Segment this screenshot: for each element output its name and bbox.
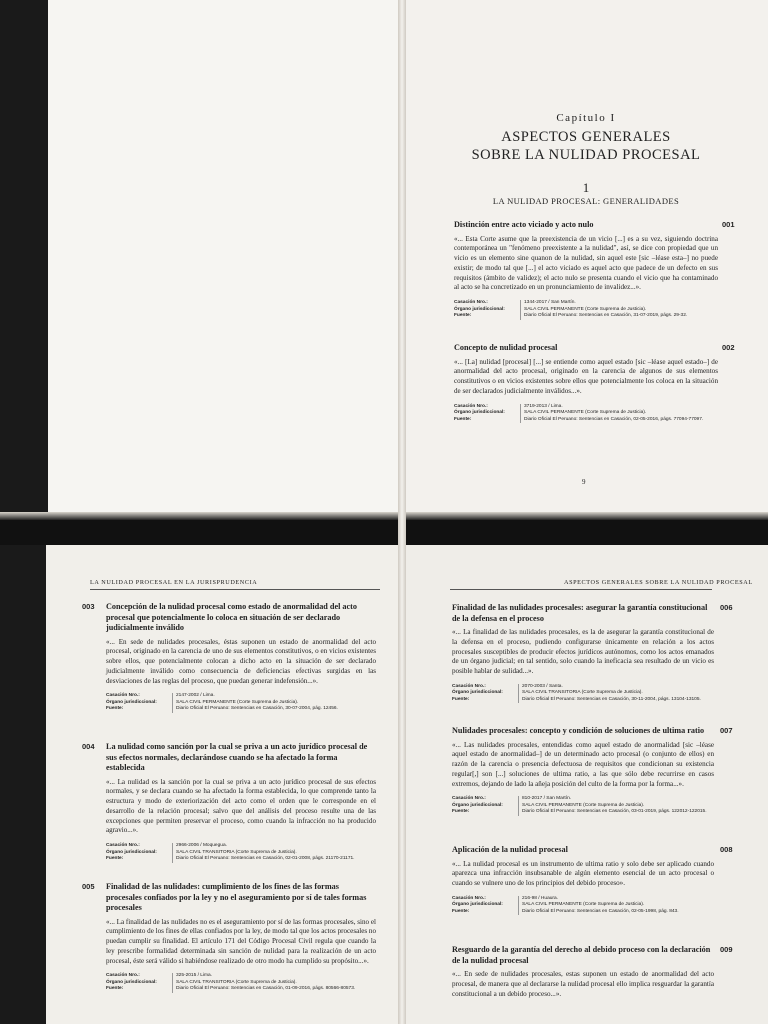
entry-number: 002 [722, 343, 735, 352]
page-number: 9 [582, 478, 586, 486]
entry-metadata [454, 300, 718, 319]
entry-title: Resguardo de la garantía del derecho al debido proceso con la declaración de la nulidad procesal [452, 945, 711, 965]
entry-003 [106, 602, 376, 713]
entry-number: 005 [82, 882, 95, 891]
casacion-label: Casación Nro.: [452, 895, 486, 901]
entry-metadata [452, 684, 714, 703]
page-bottom-right [404, 545, 768, 1024]
casacion-value: 3719-2013 / Lima. [520, 404, 718, 410]
entry-body: «... En sede de nulidades procesales, éstas suponen un estado de anormalidad del acto procesal, originado en la carencia de uno de sus elementos constitutivos, o en vicios existentes sobre ellos, que potencialmente colocan a dicho acto en la situación de ser declarado judicialmente inválido como consecuencia de deficiencias efectivas surgidas en las desviaciones de las reglas del proceso, que puedan generar indefensión...». [106, 637, 376, 685]
organo-value: SALA CIVIL TRANSITORIA (Corte Suprema de Justicia). [518, 690, 714, 696]
fuente-label: Fuente: [454, 313, 472, 319]
entry-number: 004 [82, 742, 95, 751]
entry-body: «... En sede de nulidades procesales, estas suponen un estado de anormalidad del acto procesal, de manera que al declararse la nulidad procesal ello implica resguardar la garantía constitucional a un debido proceso...». [452, 970, 714, 998]
organo-value: SALA CIVIL PERMANENTE (Corte Suprema de Justicia). [518, 803, 714, 809]
fuente-value: Diario Oficial El Peruano: Sentencias en Casación, 02-05-2016, págs. 77094-77097. [520, 417, 718, 423]
fuente-label: Fuente: [452, 696, 470, 702]
organo-value: SALA CIVIL TRANSITORIA (Corte Suprema de Justicia). [172, 980, 376, 986]
page-bottom-left [46, 545, 400, 1024]
entry-metadata [452, 796, 714, 815]
organo-label: Órgano jurisdiccional: [454, 306, 505, 312]
fuente-value: Diario Oficial El Peruano: Sentencias en Casación, 30-11-2004, págs. 13104-13105. [518, 697, 714, 703]
entry-title: Concepción de la nulidad procesal como estado de anormalidad del acto procesal que potencialmente lo coloca en situación de ser declarado judicialmente inválido [106, 602, 357, 632]
entry-number: 003 [82, 602, 95, 611]
organo-label: Órgano jurisdiccional: [452, 902, 503, 908]
casacion-label: Casación Nro.: [106, 843, 140, 849]
fuente-label: Fuente: [452, 809, 470, 815]
organo-value: SALA CIVIL PERMANENTE (Corte Suprema de Justicia). [520, 410, 718, 416]
entry-body: «... La nulidad es la sanción por la cual se priva a un acto jurídico procesal de sus efectos normales, y se declara cuando se ha afectado la forma establecida, lo que comprende tanto la estructura y modo de exteriorización del acto como el orden que le corresponde en el desarrollo de la relación procesal; salvo que del análisis del proceso resulte una de las excepciones que permiten preservar el proceso, como cuando la infracción no ha producido agravio...». [106, 777, 376, 835]
chapter-label: Capítulo I [556, 112, 616, 124]
entry-number: 009 [720, 945, 733, 954]
header-rule [450, 589, 712, 590]
fuente-label: Fuente: [454, 416, 472, 422]
fuente-value: Diario Oficial El Peruano: Sentencias en Casación, 02-05-1998, pág. 843. [518, 909, 714, 915]
organo-label: Órgano jurisdiccional: [106, 699, 157, 705]
section-number: 1 [582, 180, 590, 195]
organo-value: SALA CIVIL PERMANENTE (Corte Suprema de Justicia). [520, 307, 718, 313]
entry-006 [452, 603, 714, 703]
scan-divider [0, 520, 768, 545]
casacion-value: 1344-2017 / San Martín. [520, 300, 718, 306]
organo-value: SALA CIVIL PERMANENTE (Corte Suprema de Justicia). [172, 700, 376, 706]
fuente-value: Diario Oficial El Peruano: Sentencias en Casación, 30-07-2004, pág. 12456. [172, 706, 376, 712]
entry-004 [106, 742, 376, 863]
entry-title: Nulidades procesales: concepto y condición de soluciones de ultima ratio [452, 726, 705, 735]
casacion-label: Casación Nro.: [454, 300, 488, 306]
organo-label: Órgano jurisdiccional: [452, 802, 503, 808]
organo-label: Órgano jurisdiccional: [452, 690, 503, 696]
entry-number: 008 [720, 845, 733, 854]
entry-title: Finalidad de las nulidades procesales: asegurar la garantía constitucional de la defensa en el proceso [452, 603, 708, 623]
entry-body: «... La finalidad de las nulidades no es el aseguramiento por sí de las formas procesales, sino el cumplimiento de los fines de ellas confiados por la ley, de modo tal que los actos procesales no puedan cumplir su finalidad. El artículo 171 del Código Procesal Civil regula que cuando la ley prescribe formalidad determinada sin sanción de nulidad para la realización de un acto procesal, éste será válido si habiéndose realizado de otro modo ha cumplido su propósito...». [106, 917, 376, 965]
casacion-value: 810-2017 / San Martín. [518, 796, 714, 802]
chapter-title [404, 128, 768, 164]
organo-value: SALA CIVIL TRANSITORIA (Corte Suprema de Justicia). [172, 850, 376, 856]
fuente-value: Diario Oficial El Peruano: Sentencias en Casación, 02-01-2008, págs. 21170-21171. [172, 856, 376, 862]
entry-number: 001 [722, 220, 735, 229]
entry-001 [454, 220, 718, 320]
section-title: LA NULIDAD PROCESAL: GENERALIDADES [492, 196, 680, 206]
fuente-value: Diario Oficial El Peruano: Sentencias en Casación, 01-09-2016, págs. 80566-80573. [172, 986, 376, 992]
entry-metadata [106, 693, 376, 712]
header-rule [90, 589, 380, 590]
fuente-label: Fuente: [106, 986, 124, 992]
organo-label: Órgano jurisdiccional: [106, 979, 157, 985]
entry-body: «... La finalidad de las nulidades procesales, es la de asegurar la garantía constitucional de la defensa en el proceso, pudiendo configurarse únicamente en relación a los actos procesales susceptibles de producir efectos jurídicos autónomos, como los actos emanados de un órgano judicial; en tal sentido, solo cuando la ineficacia sea resultado de un vicio es posible hablar de sulidad...». [452, 628, 714, 676]
casacion-label: Casación Nro.: [452, 683, 486, 689]
chapter-title-line-2: SOBRE LA NULIDAD PROCESAL [471, 147, 701, 163]
casacion-value: 2070-2003 / Santa. [518, 684, 714, 690]
running-header: LA NULIDAD PROCESAL EN LA JURISPRUDENCIA [90, 579, 258, 586]
organo-label: Órgano jurisdiccional: [106, 849, 157, 855]
page-edge-shadow [0, 512, 768, 520]
entry-title: Distinción entre acto viciado y acto nulo [454, 220, 594, 229]
entry-007 [452, 726, 714, 816]
casacion-value: 2966-2006 / Moquegua. [172, 843, 376, 849]
entry-body: «... La nulidad procesal es un instrumento de ultima ratio y solo debe ser aplicado cuando aparezca una infracción insubsanable de algún elemento esencial de un acto procesal o cuando se vulnere uno de los principios del debido proceso». [452, 859, 714, 888]
casacion-label: Casación Nro.: [106, 973, 140, 979]
organo-label: Órgano jurisdiccional: [454, 410, 505, 416]
casacion-label: Casación Nro.: [106, 693, 140, 699]
entry-002 [454, 343, 718, 423]
entry-title: La nulidad como sanción por la cual se priva a un acto jurídico procesal de sus efectos normales, declarándose cuando se ha afectado la forma establecida [106, 742, 368, 772]
fuente-label: Fuente: [106, 706, 124, 712]
entry-metadata [106, 973, 376, 992]
entry-body: «... [La] nulidad [procesal] [...] se entiende como aquel estado [sic –léase aquel estado–] de anormalidad del acto procesal, originado en la carencia de algunos de sus elementos constitutivos o en vicios existentes sobre ellos que potencialmente los coloca en la situación de ser declarados judicialmente inválidos...». [454, 357, 718, 395]
entry-number: 006 [720, 603, 733, 612]
chapter-title-line-1: ASPECTOS GENERALES [501, 129, 671, 145]
casacion-label: Casación Nro.: [452, 796, 486, 802]
running-header: ASPECTOS GENERALES SOBRE LA NULIDAD PROCESAL [564, 579, 753, 586]
page-top-right [404, 0, 768, 520]
entry-title: Concepto de nulidad procesal [454, 343, 558, 352]
entry-title: Finalidad de las nulidades: cumplimiento de los fines de las formas procesales confiados por la ley y no el aseguramiento por sí de tales formas procesales [106, 882, 367, 912]
fuente-label: Fuente: [106, 856, 124, 862]
entry-009 [452, 945, 714, 999]
entry-body: «... Esta Corte asume que la preexistencia de un vicio [...] es a su vez, siguiendo doctrina contemporánea un "fenómeno preexistente a la nulidad", así, se dice con propiedad que un vicio es un elemento sine quanon de la nulidad, sin aquel este [sic –léase esta–] no puede existir; de modo tal que [...] el acto viciado es aquel acto que padece de un defecto en sus requisitos (ámbito de validez); el acto nulo se presenta cuando el vicio que ha contaminado al acto se ha concretizado en un pronunciamiento de invalidez...». [454, 234, 718, 292]
entry-005 [106, 882, 376, 993]
fuente-label: Fuente: [452, 908, 470, 914]
entry-metadata [452, 896, 714, 915]
entry-008 [452, 845, 714, 915]
casacion-value: 2147-2002 / Lima. [172, 693, 376, 699]
fuente-value: Diario Oficial El Peruano: Sentencias en Casación, 03-01-2019, págs. 122012-122015. [518, 809, 714, 815]
fuente-value: Diario Oficial El Peruano: Sentencias en Casación, 31-07-2019, págs. 29-32. [520, 313, 718, 319]
entry-body: «... Las nulidades procesales, entendidas como aquel estado de anormalidad [sic –léase aquel estado de anormalidad–] de un determinado acto procesal (o conjunto de ellos) en razón de la carencia o presencia defectuosa de requisitos que condicionan su existencia regular[,] son [...] soluciones de ultima ratio, a las que sólo debe recurrirse en casos extremos, dejando de lado la añeja posición del culto de la forma por la forma...». [452, 740, 714, 788]
organo-value: SALA CIVIL PERMANENTE (Corte Suprema de Justicia). [518, 902, 714, 908]
blank-page-top-left [48, 0, 400, 520]
entry-metadata [454, 404, 718, 423]
casacion-value: 325-2015 / Lima. [172, 973, 376, 979]
casacion-value: 216-98 / Huaura. [518, 896, 714, 902]
entry-number: 007 [720, 726, 733, 735]
entry-metadata [106, 843, 376, 862]
book-gutter [398, 0, 406, 1024]
casacion-label: Casación Nro.: [454, 403, 488, 409]
entry-title: Aplicación de la nulidad procesal [452, 845, 568, 854]
